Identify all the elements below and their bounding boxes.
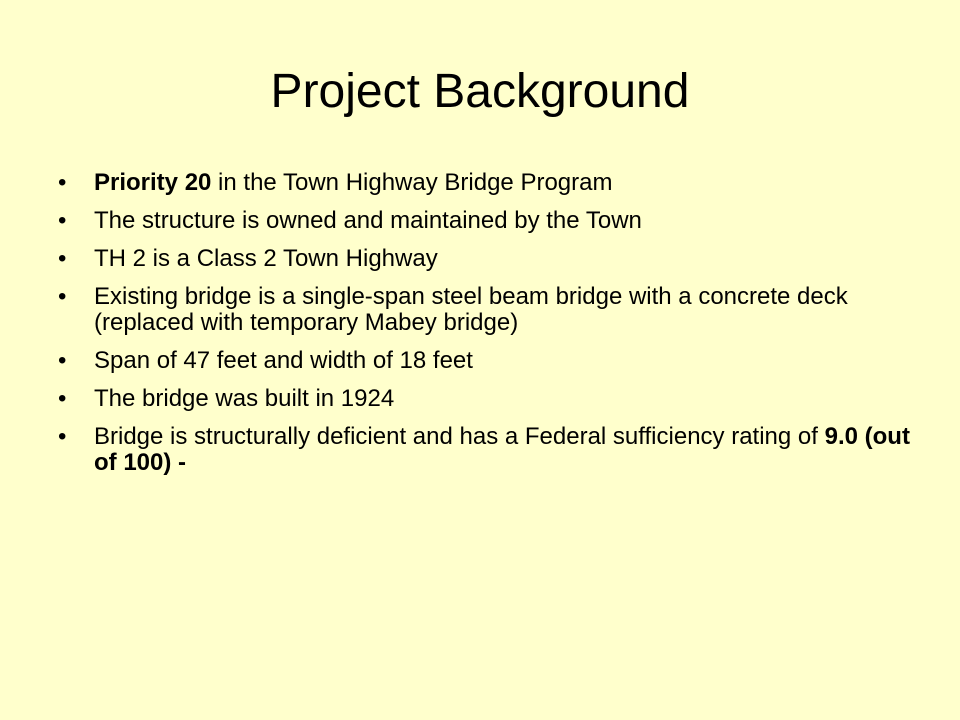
bullet-text: The structure is owned and maintained by the Town [94,207,642,234]
bullet-icon: • [58,385,67,412]
bullet-item-priority [58,170,918,196]
bullet-text: Bridge is structurally deficient and has a Federal sufficiency rating of [94,423,825,450]
bullet-item-existing-bridge [58,284,918,336]
bullet-icon: • [58,347,67,374]
bullet-icon: • [58,169,67,196]
bullet-text: Existing bridge is a single-span steel beam bridge with a concrete deck (replaced with temporary Mabey bridge) [94,283,848,336]
bullet-item-year-built [58,386,918,412]
bullet-text: TH 2 is a Class 2 Town Highway [94,245,438,272]
bullet-bold-tail: 9.0 (out of 100) - [94,423,910,476]
bullet-item-sufficiency-rating [58,424,918,476]
bullet-text: The bridge was built in 1924 [94,385,395,412]
bullet-icon: • [58,283,67,310]
bullet-bold-lead: Priority 20 [94,169,212,196]
bullet-item-highway-class [58,246,918,272]
slide-title: Project Background [270,65,690,118]
bullet-text: Span of 47 feet and width of 18 feet [94,347,473,374]
bullet-icon: • [58,423,67,450]
bullet-icon: • [58,207,67,234]
bullet-icon: • [58,245,67,272]
bullet-text: in the Town Highway Bridge Program [211,169,613,196]
bullet-item-ownership [58,208,918,234]
bullet-item-dimensions [58,348,918,374]
bullet-list [58,170,918,488]
